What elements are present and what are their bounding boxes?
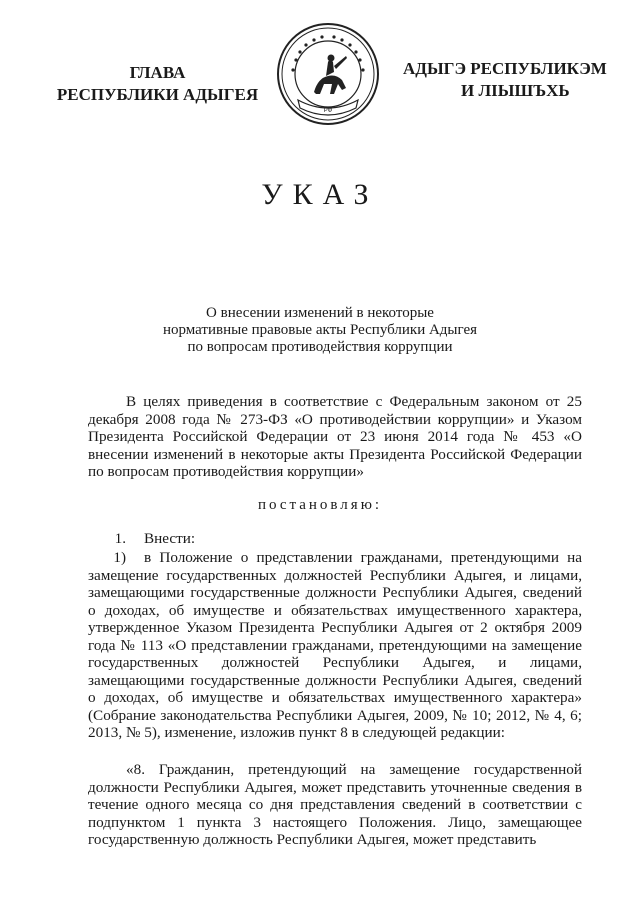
document-subject [120,305,520,356]
subitem-1-number: 1) [113,549,126,566]
subitem-1-paragraph [88,549,582,742]
quoted-paragraph: «8. Гражданин, претендующий на замещение государственной должности Республики Адыгея, может представить уточненные сведения в течение одного месяца со дня представления сведений в соответствии с подпунктом 1 пункта 3 настоящего Положения. Лицо, замещающее государственную должность Республики Адыгея, может представить [88,761,582,848]
subitem-1-text: в Положение о представлении гражданами, претендующими на замещение государственных должностей Республики Адыгея, и лицами, замещающими государственные должности Республики Адыгея, сведений о доходах, об имуществе и обязательствах имущественного характера, утвержденное Указом Президента Республики Адыгея от 2 октября 2009 года № 113 «О представлении гражданами, претендующими на замещение государственных должностей Республики Адыгея, и лицами, замещающими государственные должности Республики Адыгея, сведений о доходах, об имуществе и обязательствах имущественного характера» (Собрание законодательства Республики Адыгея, 2009, № 10; 2012, № 4, 6; 2013, № 5), изменение, изложив пункт 8 в следующей редакции: [88,549,582,741]
decree-word: постановляю: [257,497,383,513]
issuer-left [40,62,275,106]
coat-of-arms-emblem-icon [276,22,380,126]
subject-line-2: нормативные правовые акты Республики Адыгея [162,322,478,338]
issuer-right-line1: АДЫГЭ РЕСПУБЛИКЭМ [403,59,607,78]
issuer-right-line2: И ЛІЫШЪХЬ [461,81,570,100]
subject-line-3: по вопросам противодействия коррупции [187,339,453,355]
item-1-number: 1. [114,530,126,547]
issuer-left-line2: РЕСПУБЛИКИ АДЫГЕЯ [56,85,259,104]
document-title: УКАЗ [261,178,379,211]
issuer-left-line1: ГЛАВА [129,63,186,82]
subject-line-1: О внесении изменений в некоторые [206,305,434,321]
item-1-text: Внести: [144,530,196,547]
issuer-right [395,58,633,102]
svg-text:РФ: РФ [323,108,333,114]
preamble-paragraph: В целях приведения в соответствие с Федеральным законом от 25 декабря 2008 года № 273-ФЗ «О противодействии коррупции» и Указом Президента Российской Федерации от 23 июня 2014 года № 453 «О внесении изменений в некоторые акты Президента Российской Федерации по вопросам противодействия коррупции» [88,393,582,480]
item-1 [88,530,582,548]
